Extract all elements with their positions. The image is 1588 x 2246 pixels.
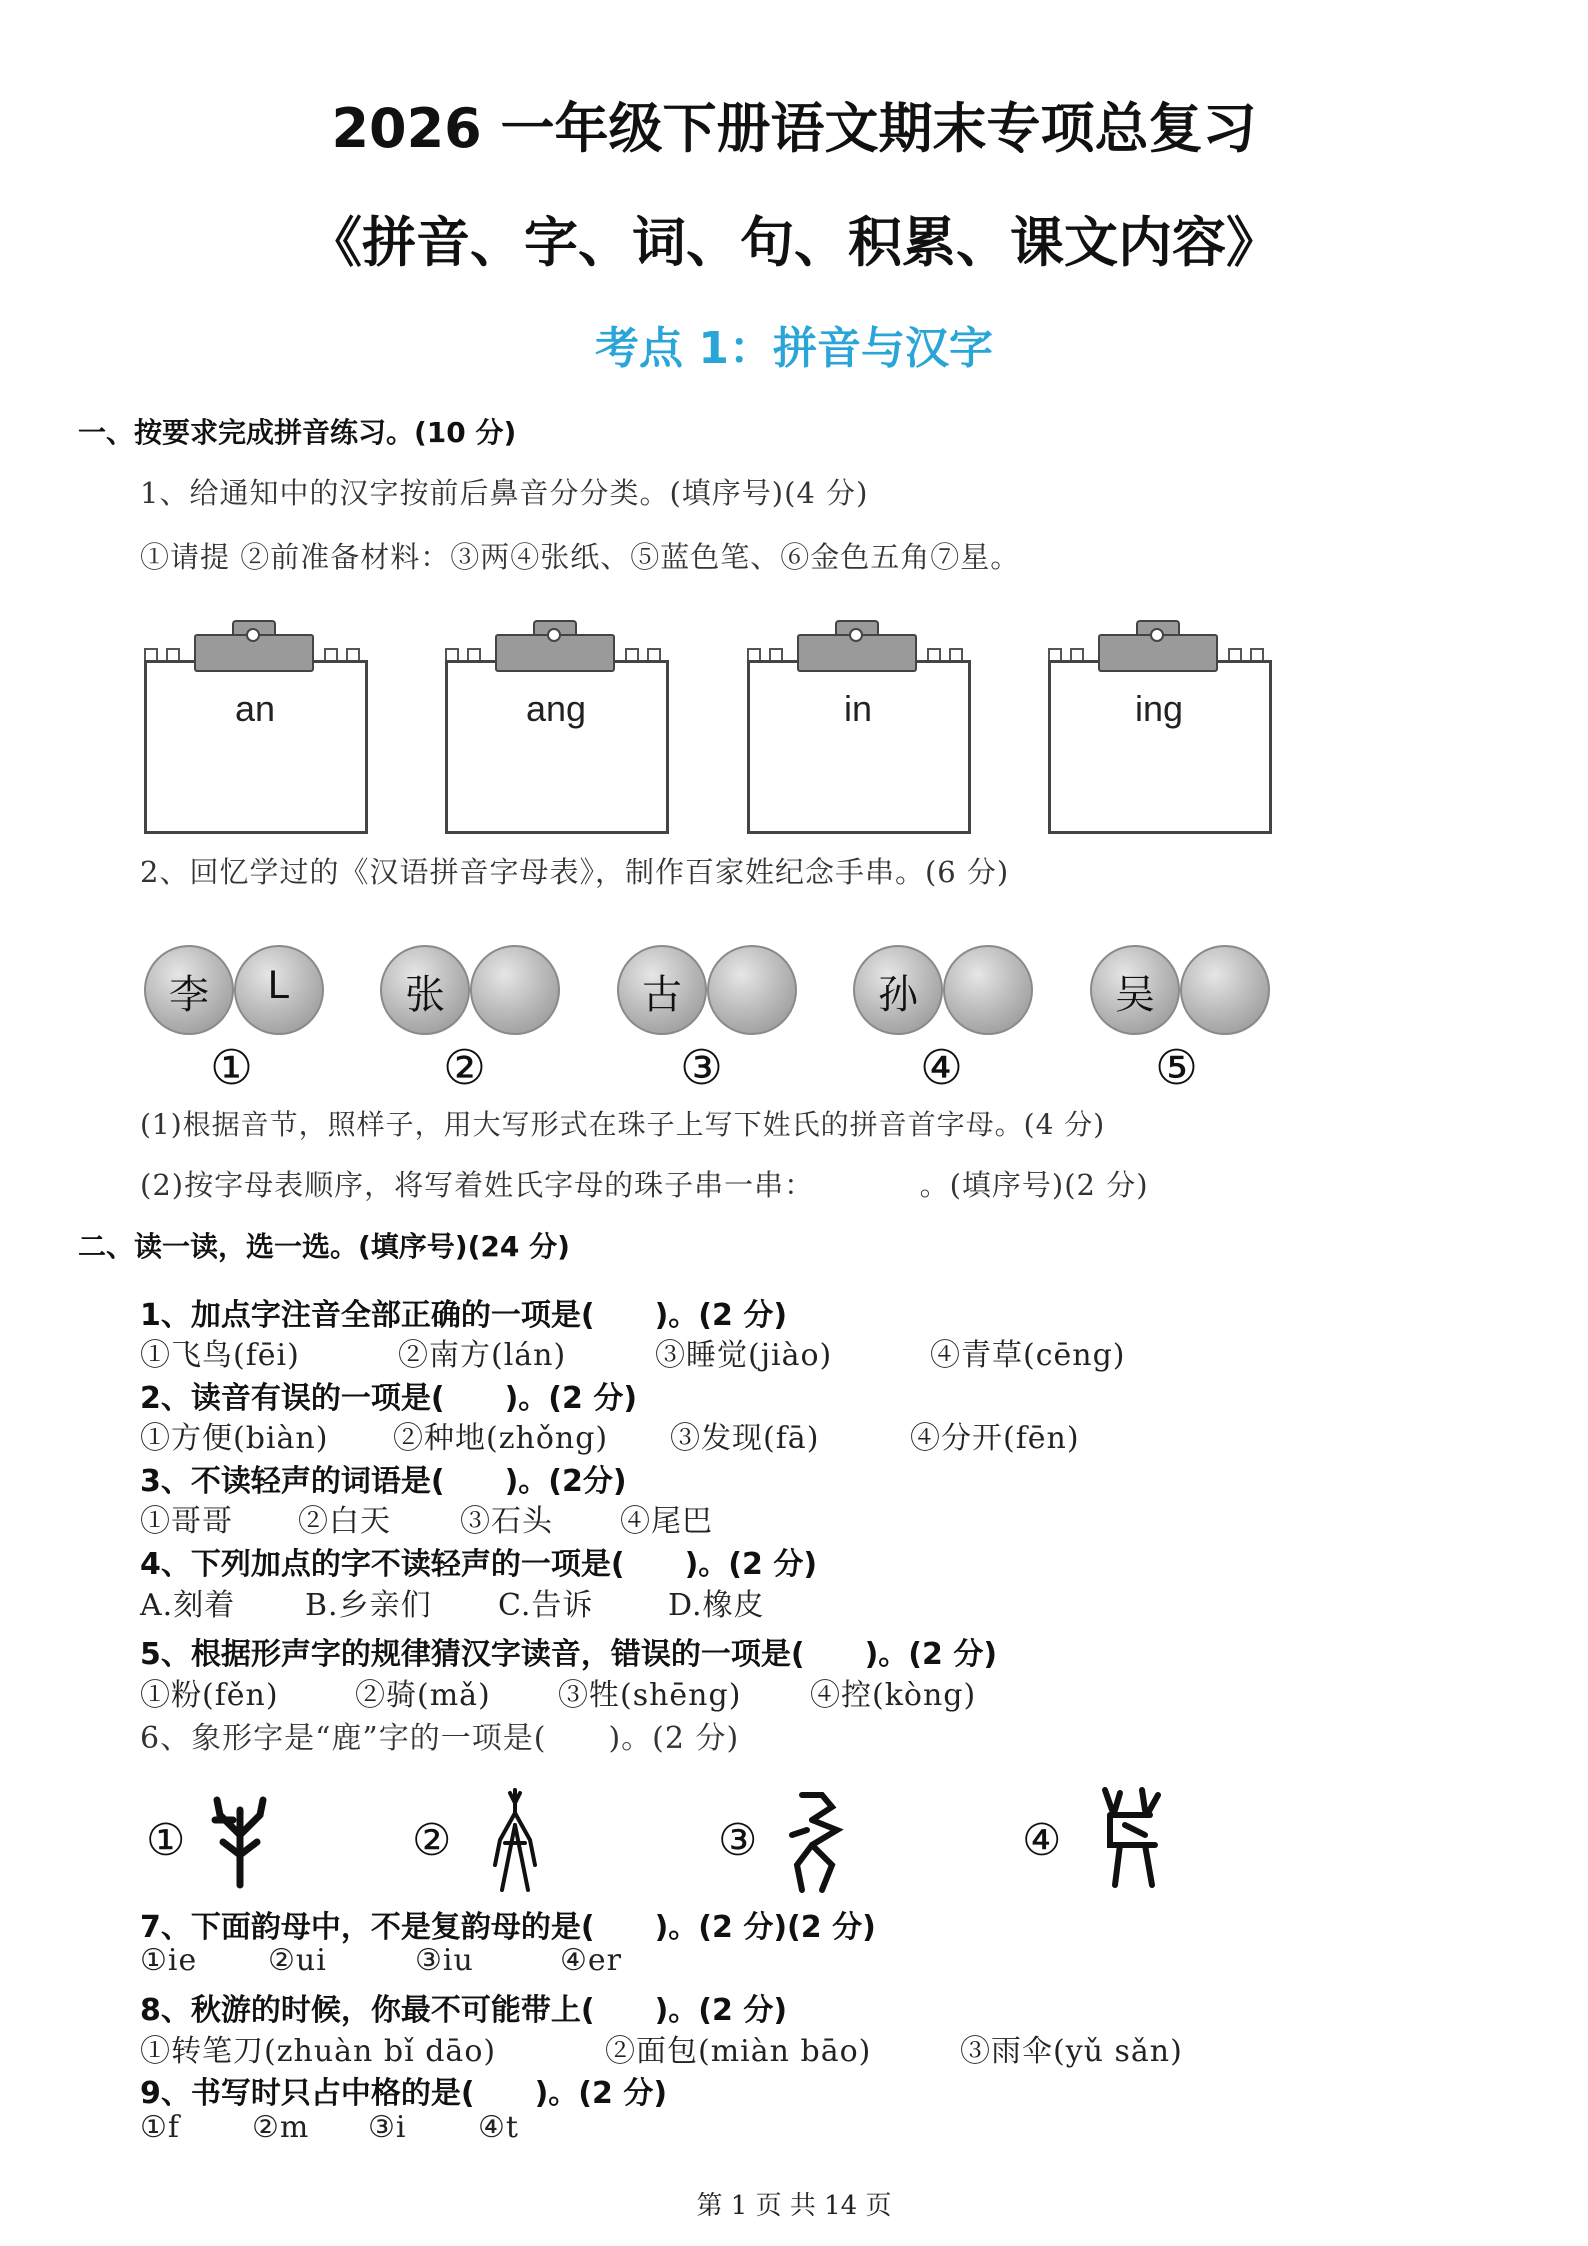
kaodian-heading: 考点 1：拼音与汉字 (595, 323, 993, 374)
page-footer: 第 1 页 共 14 页 (696, 2191, 892, 2221)
bin-label: ang (525, 688, 587, 729)
sort-bin-ang[interactable] (443, 628, 669, 832)
option: ①f (140, 2110, 180, 2145)
bead-number: ③ (680, 1040, 724, 1096)
option: ③牲(shēng) (558, 1678, 742, 1713)
option: ②骑(mǎ) (355, 1678, 491, 1713)
question-2-8: 8、秋游的时候，你最不可能带上( )。(2 分) (140, 1993, 788, 2028)
option: ③石头 (460, 1504, 553, 1539)
option: ③雨伞(yǔ sǎn) (960, 2034, 1183, 2069)
bin-label: ing (1134, 688, 1184, 729)
question-2-9: 9、书写时只占中格的是( )。(2 分) (140, 2076, 668, 2111)
option: ③iu (415, 1943, 474, 1978)
bead-number: ① (210, 1040, 254, 1096)
option: ④青草(cēng) (930, 1338, 1126, 1373)
section1-heading: 一、按要求完成拼音练习。(10 分) (78, 416, 517, 449)
bead-char: 张 (380, 945, 470, 1035)
option: ②面包(miàn bāo) (605, 2034, 872, 2069)
sort-bin-an[interactable] (142, 628, 368, 832)
bin-label: in (843, 688, 873, 729)
question-1-2: 2、回忆学过的《汉语拼音字母表》，制作百家姓纪念手串。(6 分) (140, 855, 1010, 889)
option: ③发现(fā) (670, 1421, 820, 1456)
option: D.橡皮 (668, 1588, 765, 1623)
option: ④尾巴 (620, 1504, 713, 1539)
option: ①方便(biàn) (140, 1421, 329, 1456)
question-1-2-2: (2)按字母表顺序，将写着姓氏字母的珠子串一串： 。(填序号)(2 分) (140, 1168, 1149, 1202)
page-subtitle: 《拼音、字、词、句、积累、课文内容》 (308, 211, 1280, 274)
option: ②ui (268, 1943, 327, 1978)
sort-bin-in[interactable] (745, 628, 971, 832)
option: ②m (252, 2110, 310, 2145)
option: ③睡觉(jiào) (655, 1338, 833, 1373)
option: ④分开(fēn) (910, 1421, 1080, 1456)
option-number: ③ (718, 1815, 758, 1866)
question-1-2-1: (1)根据音节，照样子，用大写形式在珠子上写下姓氏的拼音首字母。(4 分) (140, 1108, 1106, 1141)
option-number: ② (412, 1815, 452, 1866)
pictograph-2-icon (480, 1785, 550, 1895)
section2-heading: 二、读一读，选一选。(填序号)(24 分) (78, 1230, 570, 1263)
page-title: 2026 一年级下册语文期末专项总复习 (331, 97, 1257, 160)
pictograph-4-icon (1090, 1785, 1170, 1895)
option: ④er (560, 1943, 622, 1978)
question-2-6: 6、象形字是“鹿”字的一项是( )。(2 分) (140, 1721, 740, 1756)
bead-number: ⑤ (1155, 1040, 1199, 1096)
option: ③i (368, 2110, 407, 2145)
option: ②南方(lán) (398, 1338, 567, 1373)
option: ①ie (140, 1943, 198, 1978)
question-1-1: 1、给通知中的汉字按前后鼻音分分类。(填序号)(4 分) (140, 476, 869, 510)
question-1-1-text: ①请提 ②前准备材料：③两④张纸、⑤蓝色笔、⑥金色五角⑦星。 (140, 540, 1021, 574)
bead-char: 吴 (1090, 945, 1180, 1035)
question-2-2: 2、读音有误的一项是( )。(2 分) (140, 1381, 638, 1416)
option: ②种地(zhǒng) (393, 1421, 609, 1456)
bin-label: an (234, 688, 276, 729)
question-2-5: 5、根据形声字的规律猜汉字读音，错误的一项是( )。(2 分) (140, 1637, 998, 1672)
bead-number: ② (443, 1040, 487, 1096)
option: ①哥哥 (140, 1504, 233, 1539)
pictograph-3-icon (782, 1785, 852, 1895)
bead-letter[interactable] (1180, 945, 1270, 1035)
question-2-1: 1、加点字注音全部正确的一项是( )。(2 分) (140, 1298, 788, 1333)
sort-bin-ing[interactable] (1046, 628, 1272, 832)
option: ④控(kòng) (810, 1678, 977, 1713)
option: ②白天 (298, 1504, 391, 1539)
bead-number: ④ (920, 1040, 964, 1096)
option-number: ① (146, 1815, 186, 1866)
option: B.乡亲们 (305, 1588, 432, 1623)
question-2-3: 3、不读轻声的词语是( )。(2分) (140, 1464, 627, 1499)
pictograph-1-icon (205, 1790, 275, 1890)
bead-char: 古 (617, 945, 707, 1035)
bead-letter[interactable]: L (234, 945, 324, 1035)
bead-letter[interactable] (470, 945, 560, 1035)
option: ①飞鸟(fēi) (140, 1338, 300, 1373)
question-2-7: 7、下面韵母中，不是复韵母的是( )。(2 分)(2 分) (140, 1910, 876, 1945)
option: ①粉(fěn) (140, 1678, 279, 1713)
question-2-4: 4、下列加点的字不读轻声的一项是( )。(2 分) (140, 1547, 818, 1582)
option: A.刻着 (140, 1588, 236, 1623)
option-number: ④ (1022, 1815, 1062, 1866)
option: ④t (478, 2110, 519, 2145)
bead-char: 孙 (853, 945, 943, 1035)
bead-letter[interactable] (943, 945, 1033, 1035)
bead-char: 李 (144, 945, 234, 1035)
bead-letter[interactable] (707, 945, 797, 1035)
option: C.告诉 (498, 1588, 594, 1623)
option: ①转笔刀(zhuàn bǐ dāo) (140, 2034, 497, 2069)
